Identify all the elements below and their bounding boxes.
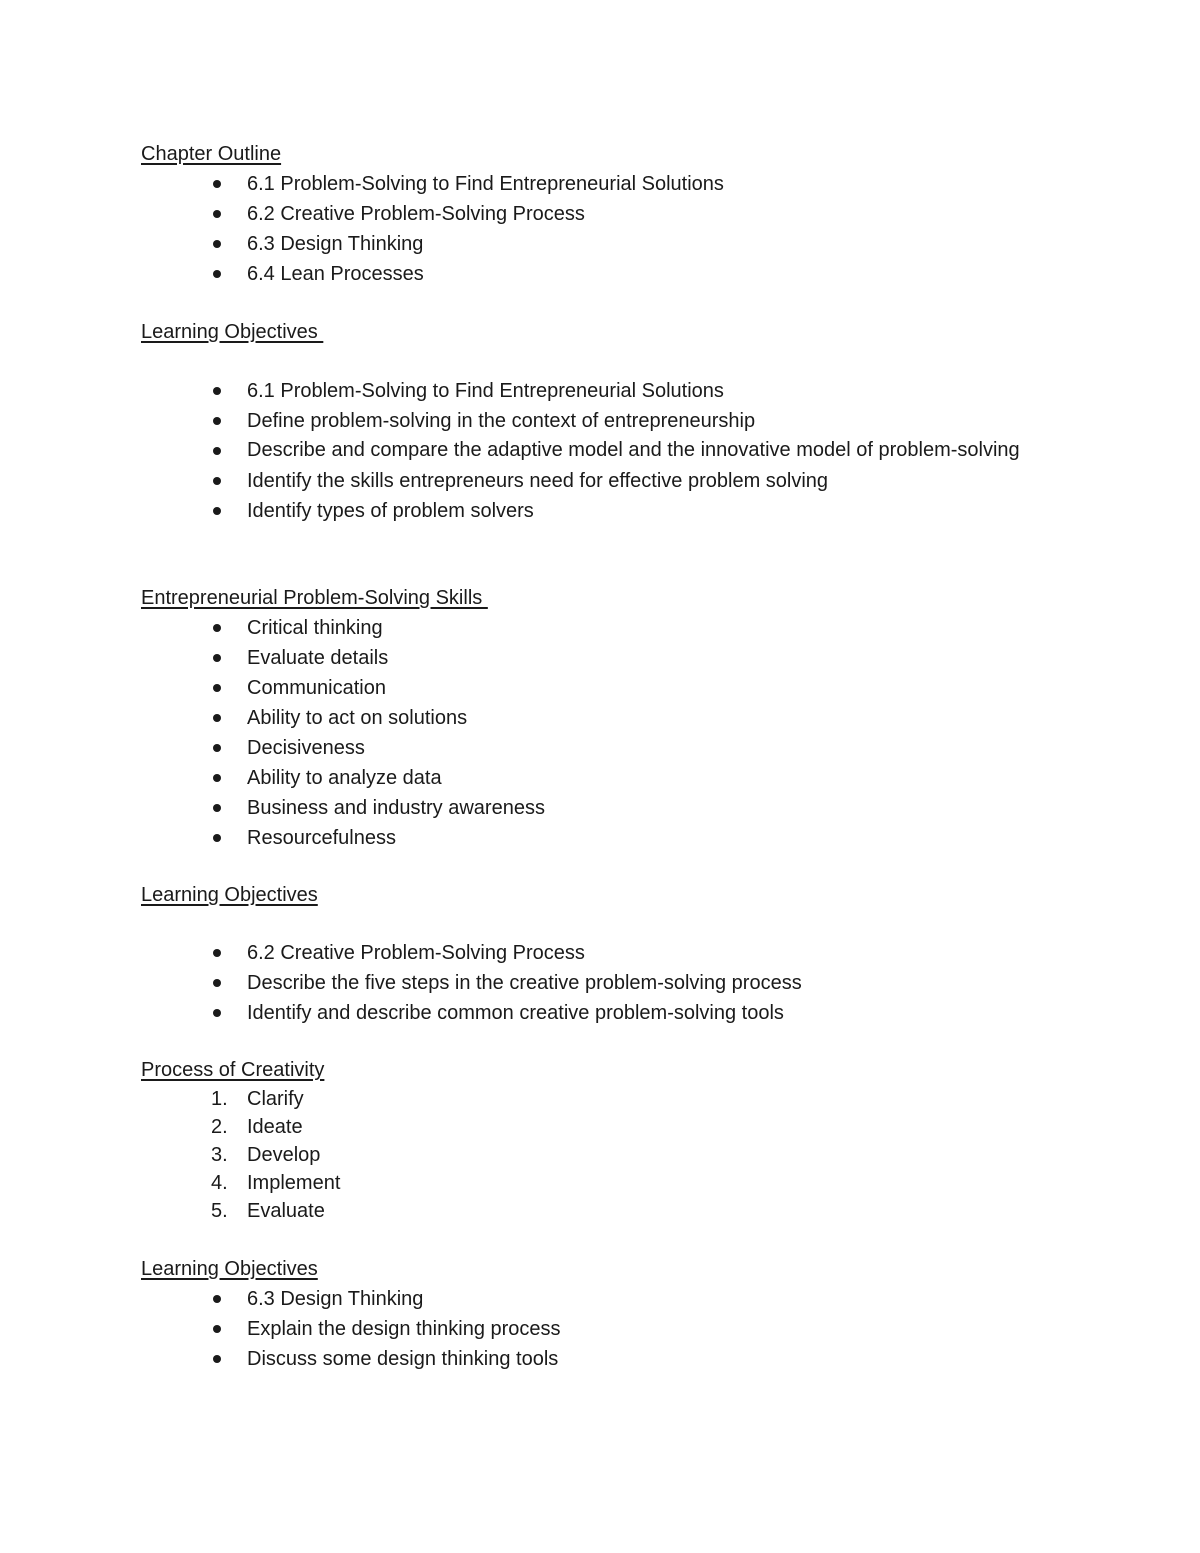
chapter-outline-section <box>141 139 1041 289</box>
learning-objectives-2-list <box>141 938 1041 1028</box>
bullet-icon <box>213 774 221 782</box>
bullet-icon <box>213 1295 221 1303</box>
list-item: Identify and describe common creative problem-solving tools <box>141 998 1041 1028</box>
bullet-icon <box>213 210 221 218</box>
list-number: 1. <box>211 1088 228 1110</box>
bullet-icon <box>213 417 221 425</box>
chapter-outline-list <box>141 169 1041 289</box>
chapter-outline-heading: Chapter Outline <box>141 143 282 165</box>
list-number: 3. <box>211 1144 228 1166</box>
list-item: Describe and compare the adaptive model and the innovative model of problem-solving <box>141 436 1041 464</box>
list-item: 3. Develop <box>141 1141 1041 1169</box>
process-of-creativity-heading: Process of Creativity <box>141 1059 325 1081</box>
entrepreneurial-skills-list <box>141 613 1041 853</box>
learning-objectives-1-section <box>141 317 1041 347</box>
list-item: 1. Clarify <box>141 1085 1041 1113</box>
bullet-icon <box>213 714 221 722</box>
list-number: 5. <box>211 1200 228 1222</box>
entrepreneurial-skills-section <box>141 583 1041 853</box>
learning-objectives-3-heading: Learning Objectives <box>141 1258 318 1280</box>
list-item: 4. Implement <box>141 1169 1041 1197</box>
bullet-icon <box>213 834 221 842</box>
learning-objectives-1-list-wrap <box>141 376 1041 526</box>
list-item: Define problem-solving in the context of entrepreneurship <box>141 406 1041 436</box>
bullet-icon <box>213 507 221 515</box>
list-item: 6.2 Creative Problem-Solving Process <box>141 938 1041 968</box>
bullet-icon <box>213 180 221 188</box>
learning-objectives-2-heading: Learning Objectives <box>141 884 318 906</box>
list-item: 6.3 Design Thinking <box>141 1284 1041 1314</box>
process-of-creativity-list <box>141 1085 1041 1225</box>
list-item: Explain the design thinking process <box>141 1314 1041 1344</box>
list-number: 4. <box>211 1172 228 1194</box>
list-item: 2. Ideate <box>141 1113 1041 1141</box>
list-item: Business and industry awareness <box>141 793 1041 823</box>
list-item: Ability to act on solutions <box>141 703 1041 733</box>
bullet-icon <box>213 447 221 455</box>
list-item: Decisiveness <box>141 733 1041 763</box>
bullet-icon <box>213 477 221 485</box>
bullet-icon <box>213 1355 221 1363</box>
learning-objectives-3-list <box>141 1284 1041 1374</box>
bullet-icon <box>213 270 221 278</box>
bullet-icon <box>213 949 221 957</box>
list-item: 6.4 Lean Processes <box>141 259 1041 289</box>
list-item: Ability to analyze data <box>141 763 1041 793</box>
list-item: Discuss some design thinking tools <box>141 1344 1041 1374</box>
list-item: 6.1 Problem-Solving to Find Entrepreneurial Solutions <box>141 169 1041 199</box>
bullet-icon <box>213 387 221 395</box>
bullet-icon <box>213 1009 221 1017</box>
learning-objectives-2-section <box>141 880 1041 910</box>
bullet-icon <box>213 979 221 987</box>
learning-objectives-3-section <box>141 1254 1041 1374</box>
bullet-icon <box>213 744 221 752</box>
list-item: 6.3 Design Thinking <box>141 229 1041 259</box>
list-item: Describe the five steps in the creative problem-solving process <box>141 968 1041 998</box>
learning-objectives-2-list-wrap <box>141 938 1041 1028</box>
bullet-icon <box>213 684 221 692</box>
bullet-icon <box>213 240 221 248</box>
learning-objectives-1-heading: Learning Objectives <box>141 321 324 343</box>
list-item: Critical thinking <box>141 613 1041 643</box>
entrepreneurial-skills-heading: Entrepreneurial Problem-Solving Skills <box>141 587 488 609</box>
bullet-icon <box>213 1325 221 1333</box>
bullet-icon <box>213 804 221 812</box>
bullet-icon <box>213 654 221 662</box>
list-item: Identify types of problem solvers <box>141 496 1041 526</box>
list-item: Resourcefulness <box>141 823 1041 853</box>
list-item: Identify the skills entrepreneurs need for effective problem solving <box>141 466 1041 496</box>
list-item: 6.2 Creative Problem-Solving Process <box>141 199 1041 229</box>
list-number: 2. <box>211 1116 228 1138</box>
list-item: Evaluate details <box>141 643 1041 673</box>
list-item: 6.1 Problem-Solving to Find Entrepreneurial Solutions <box>141 376 1041 406</box>
learning-objectives-1-list <box>141 376 1041 526</box>
list-item: Communication <box>141 673 1041 703</box>
bullet-icon <box>213 624 221 632</box>
list-item: 5. Evaluate <box>141 1197 1041 1225</box>
process-of-creativity-section <box>141 1055 1041 1225</box>
